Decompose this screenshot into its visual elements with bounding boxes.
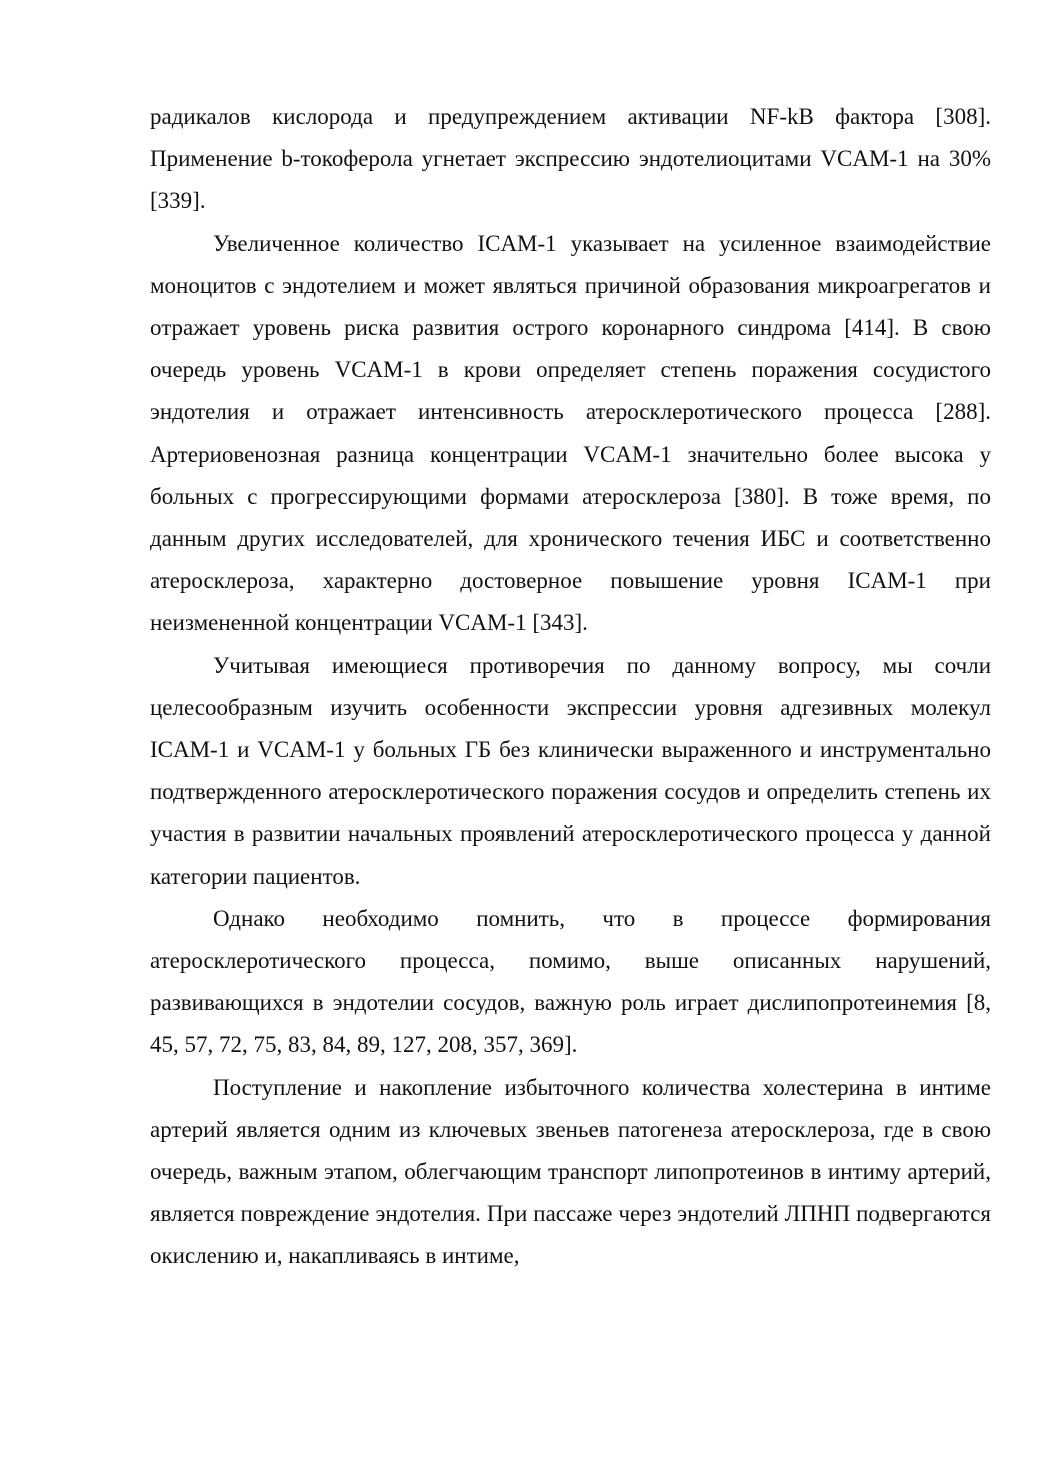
paragraph-4: Однако необходимо помнить, что в процессе формирования атеросклеротического процесса, помимо, выше описанных нарушений, развивающихся в эндотелии сосудов, важную роль играет дислипопротеинемия [8, 45, 57, 72, 75, 83, 84, 89, 127, 208, 357, 369]. (150, 905, 991, 1058)
body-text (150, 96, 991, 1278)
paragraph-2: Увеличенное количество ICAM-1 указывает на усиленное взаимодействие моноцитов с эндотелием и может являться причиной образования микроагрегатов и отражает уровень риска развития острого коронарного синдрома [414]. В свою очередь уровень VCAM-1 в крови определяет степень поражения сосудистого эндотелия и отражает интенсивность атеросклеротического процесса [288]. Артериовенозная разница концентрации VCAM-1 значительно более высока у больных с прогрессирующими формами атеросклероза [380]. В тоже время, по данным других исследователей, для хронического течения ИБС и соответственно атеросклероза, характерно достоверное повышение уровня ICAM-1 при неизмененной концентрации VCAM-1 [343]. (150, 230, 991, 636)
paragraph-3: Учитывая имеющиеся противоречия по данному вопросу, мы сочли целесообразным изучить особенности экспрессии уровня адгезивных молекул ICAM-1 и VCAM-1 у больных ГБ без клинически выраженного и инструментально подтвержденного атеросклеротического поражения сосудов и определить степень их участия в развитии начальных проявлений атеросклеротического процесса у данной категории пациентов. (150, 652, 991, 889)
paragraph-5: Поступление и накопление избыточного количества холестерина в интиме артерий является одним из ключевых звеньев патогенеза атеросклероза, где в свою очередь, важным этапом, облегчающим транспорт липопротеинов в интиму артерий, является повреждение эндотелия. При пассаже через эндотелий ЛПНП подвергаются окислению и, накапливаясь в интиме, (150, 1074, 991, 1269)
paragraph-1: радикалов кислорода и предупреждением активации NF-kB фактора [308]. Применение b-токоферола угнетает экспрессию эндотелиоцитами VCAM-1 на 30% [339]. (150, 104, 991, 214)
